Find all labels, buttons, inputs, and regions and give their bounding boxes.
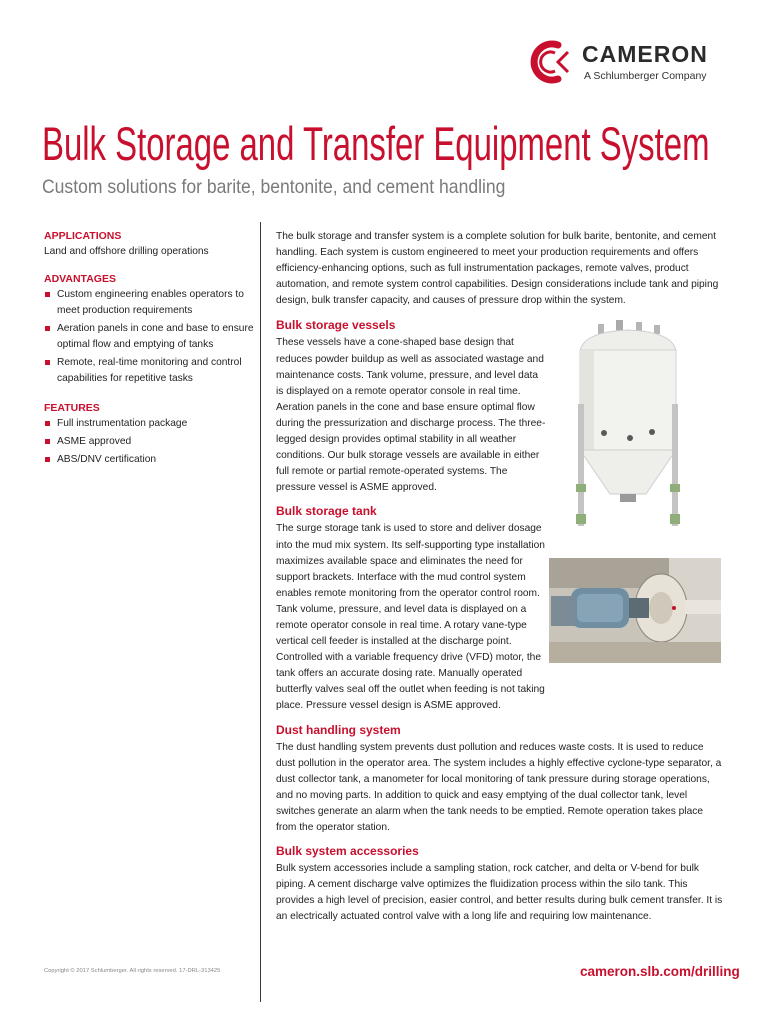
section-heading-dust: Dust handling system — [276, 722, 401, 737]
section-text-accessories: Bulk system accessories include a sampling station, rock catcher, and delta or V-bend for bulk piping. A cement discharge valve optimizes the fluidization process within the silo tank. This provides a high level of precision, easier control, and better results during bulk cement transfer. It is an electrically actuated control valve with a long life and requiring low maintenance. — [276, 863, 723, 923]
features-list — [44, 416, 254, 468]
list-item-text: Aeration panels in cone and base to ensure optimal flow and emptying of tanks — [57, 323, 254, 350]
brand-name: CAMERON — [582, 41, 708, 67]
list-item-text: Custom engineering enables operators to meet production requirements — [57, 289, 244, 316]
bullet-icon — [45, 421, 50, 426]
page-title: Bulk Storage and Transfer Equipment System — [42, 117, 710, 170]
section-text-tank: The surge storage tank is used to store and deliver dosage into the mud mix system. Its self-supporting type installation maximizes available space and eliminates the need for support brackets. Interface with the mud control system enables remote monitoring from the operator control room. Tank volume, pressure, and level data is displayed on a remote operator console in real time. A rotary vane-type vertical cell feeder is installed at the discharge point. Controlled with a variable frequency drive (VFD) motor, the tank offers an accurate dosing rate. Manually operated butterfly valves seal off the outlet when feeding is not taking place. Pressure vessel design is ASME approved. — [276, 523, 545, 712]
section-heading-vessels: Bulk storage vessels — [276, 318, 396, 333]
bulk-storage-tank-image — [549, 558, 721, 663]
list-item-text: Full instrumentation package — [57, 418, 188, 429]
list-item — [44, 287, 254, 319]
cameron-logo — [528, 40, 728, 90]
list-item-text: ASME approved — [57, 436, 132, 447]
brand-tagline: A Schlumberger Company — [584, 70, 707, 82]
list-item — [44, 416, 254, 432]
bulk-storage-vessel-image — [572, 318, 684, 532]
section-heading-tank: Bulk storage tank — [276, 504, 377, 519]
bullet-icon — [45, 326, 50, 331]
section-text-dust: The dust handling system prevents dust pollution and reduces waste costs. It is used to reduce dust pollution in the operator area. The system includes a highly effective cyclone-type separator, a dust collector tank, a manometer for local monitoring of tank pressure during storage operations, and no moving parts. In addition to quick and easy emptying of the dual collector tank, level switches generate an alarm when the tank needs to be emptied. Remote operation takes place from the operator station. — [276, 741, 722, 833]
applications-heading: APPLICATIONS — [44, 230, 122, 242]
website-link[interactable]: cameron.slb.com/drilling — [580, 964, 740, 979]
intro-paragraph: The bulk storage and transfer system is a complete solution for bulk barite, bentonite, and cement handling. Each system is custom engineered to meet your production requirements and offers efficiency-enhancing options, such as full instrumentation packages, remote valves, product automation, and remote system control capabilities. Design considerations include tank and piping design, bulk transfer capacity, and causes of pressure drop within the system. — [276, 231, 719, 307]
advantages-heading: ADVANTAGES — [44, 273, 116, 285]
bullet-icon — [45, 360, 50, 365]
applications-text: Land and offshore drilling operations — [44, 246, 209, 257]
features-heading: FEATURES — [44, 402, 100, 414]
sidebar — [44, 228, 254, 481]
column-divider — [260, 222, 261, 1002]
list-item — [44, 434, 254, 450]
list-item — [44, 452, 254, 468]
list-item — [44, 355, 254, 387]
copyright-text: Copyright © 2017 Schlumberger. All rights reserved. 17-DRL-313425 — [44, 968, 221, 974]
bullet-icon — [45, 439, 50, 444]
list-item — [44, 321, 254, 353]
cameron-logo-mark-icon — [528, 40, 580, 84]
list-item-text: ABS/DNV certification — [57, 454, 157, 465]
section-text-vessels: These vessels have a cone-shaped base design that reduces powder buildup as well as associated wastage and maintenance costs. Tank volume, pressure, and level data is displayed on a remote operator console in real time. Aeration panels in the cone and base ensure optimal flow during the pressurization and discharge process. The three-legged design provides optimal stability in all weather conditions. Our bulk storage vessels are available in either full remote or partial remote-operated systems. The pressure vessel is ASME approved. — [276, 337, 546, 494]
list-item-text: Remote, real-time monitoring and control capabilities for repetitive tasks — [57, 357, 242, 384]
page-subtitle: Custom solutions for barite, bentonite, and cement handling — [42, 176, 506, 198]
bullet-icon — [45, 457, 50, 462]
bullet-icon — [45, 292, 50, 297]
advantages-list — [44, 287, 254, 387]
section-heading-accessories: Bulk system accessories — [276, 844, 419, 859]
